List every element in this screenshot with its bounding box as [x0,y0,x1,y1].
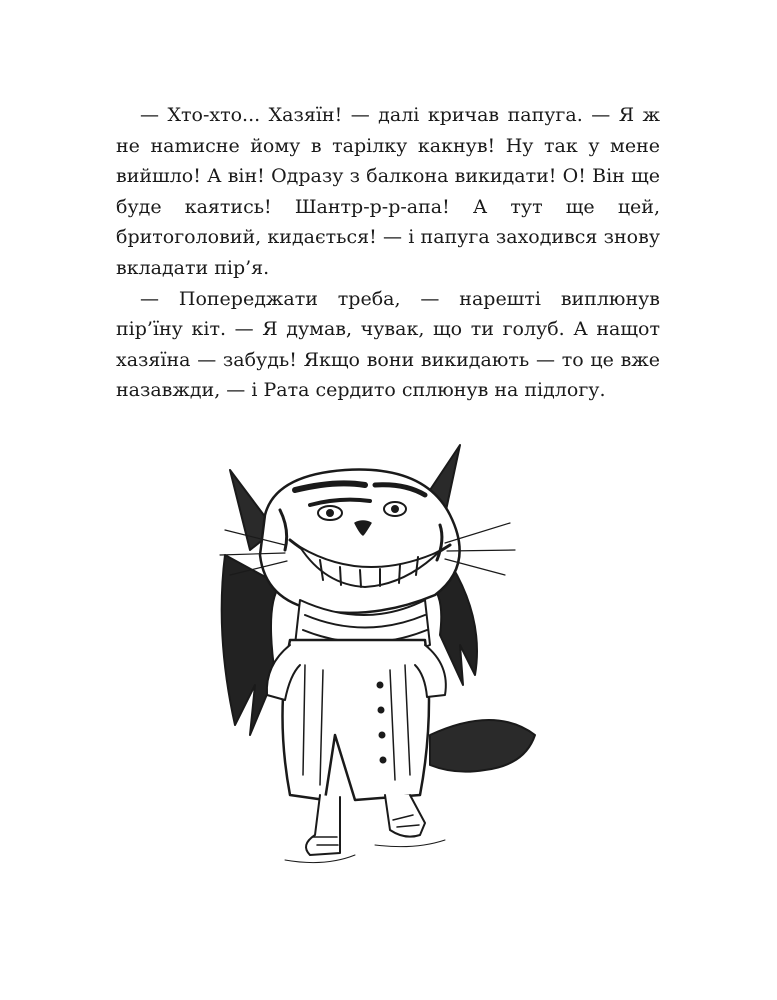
paragraph-1: — Хто-хто... Хазяїн! — далі кричав папуга. — Я ж не наmисне йому в тарілку какнув! Ну так у мене вийшло! А він! Одразу з балкона викидати! О! Він ще буде каятись! Шантр-р-р-апа! А тут ще цей, бритоголовий, кидається! — і папуга заходився знову вкладати пір’я. [116,104,660,279]
paragraph-2: — Попереджати треба, — нарешті виплюнув пір’їну кіт. — Я думав, чувак, що ти голуб. А нащот хазяїна — забудь! Якщо вони викидають — то це вже назавжди, — і Рата сердито сплюнув на підлогу. [116,287,660,402]
grinning-cat-illustration [205,435,565,905]
text-block [116,100,660,406]
